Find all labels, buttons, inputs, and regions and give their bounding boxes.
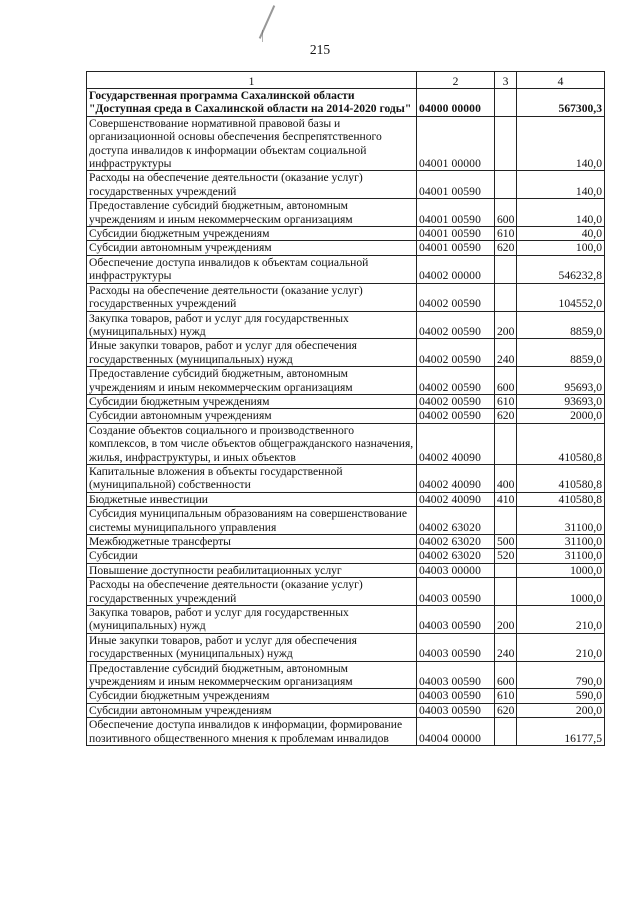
row-sum-cell: 200,0 bbox=[517, 703, 605, 717]
table-row bbox=[87, 507, 605, 535]
row-code-cell: 04002 40090 bbox=[417, 492, 495, 506]
row-name-cell: Субсидии бюджетным учреждениям bbox=[87, 227, 417, 241]
row-name-cell: Предоставление субсидий бюджетным, автономным учреждениям и иным некоммерческим организациям bbox=[87, 367, 417, 395]
row-expense-type-cell bbox=[495, 89, 517, 117]
table-row bbox=[87, 578, 605, 606]
row-expense-type-cell: 500 bbox=[495, 535, 517, 549]
row-sum-cell: 31100,0 bbox=[517, 507, 605, 535]
row-expense-type-cell: 200 bbox=[495, 606, 517, 634]
table-row bbox=[87, 718, 605, 746]
row-code-cell: 04000 00000 bbox=[417, 89, 495, 117]
row-name-cell: Предоставление субсидий бюджетным, автономным учреждениям и иным некоммерческим организациям bbox=[87, 661, 417, 689]
row-sum-cell: 8859,0 bbox=[517, 339, 605, 367]
row-name-cell: Межбюджетные трансферты bbox=[87, 535, 417, 549]
row-name-cell: Закупка товаров, работ и услуг для государственных (муниципальных) нужд bbox=[87, 606, 417, 634]
row-name-cell: Предоставление субсидий бюджетным, автономным учреждениям и иным некоммерческим организациям bbox=[87, 199, 417, 227]
row-sum-cell: 93693,0 bbox=[517, 394, 605, 408]
row-expense-type-cell bbox=[495, 578, 517, 606]
row-code-cell: 04002 00000 bbox=[417, 255, 495, 283]
scan-artifact-line bbox=[262, 30, 263, 42]
row-code-cell: 04002 63020 bbox=[417, 507, 495, 535]
row-sum-cell: 410580,8 bbox=[517, 423, 605, 464]
row-expense-type-cell: 610 bbox=[495, 394, 517, 408]
row-code-cell: 04002 40090 bbox=[417, 423, 495, 464]
budget-table bbox=[86, 71, 605, 746]
row-code-cell: 04003 00590 bbox=[417, 703, 495, 717]
table-row bbox=[87, 227, 605, 241]
row-sum-cell: 546232,8 bbox=[517, 255, 605, 283]
row-code-cell: 04001 00000 bbox=[417, 116, 495, 171]
table-row bbox=[87, 423, 605, 464]
row-sum-cell: 104552,0 bbox=[517, 283, 605, 311]
table-row bbox=[87, 199, 605, 227]
row-code-cell: 04003 00590 bbox=[417, 606, 495, 634]
row-sum-cell: 410580,8 bbox=[517, 492, 605, 506]
row-sum-cell: 31100,0 bbox=[517, 549, 605, 563]
row-sum-cell: 410580,8 bbox=[517, 464, 605, 492]
row-expense-type-cell: 600 bbox=[495, 367, 517, 395]
table-row bbox=[87, 661, 605, 689]
row-code-cell: 04001 00590 bbox=[417, 171, 495, 199]
row-name-cell: Совершенствование нормативной правовой базы и организационной основы обеспечения беспрепятственного доступа инвалидов к информации объектам социальной инфраструктуры bbox=[87, 116, 417, 171]
row-expense-type-cell: 400 bbox=[495, 464, 517, 492]
row-expense-type-cell: 240 bbox=[495, 633, 517, 661]
row-sum-cell: 210,0 bbox=[517, 633, 605, 661]
row-sum-cell: 140,0 bbox=[517, 171, 605, 199]
table-row bbox=[87, 549, 605, 563]
table-row bbox=[87, 116, 605, 171]
table-header-row bbox=[87, 72, 605, 89]
row-sum-cell: 790,0 bbox=[517, 661, 605, 689]
row-name-cell: Субсидии бюджетным учреждениям bbox=[87, 394, 417, 408]
table-row bbox=[87, 367, 605, 395]
row-name-cell: Иные закупки товаров, работ и услуг для обеспечения государственных (муниципальных) нужд bbox=[87, 339, 417, 367]
row-sum-cell: 16177,5 bbox=[517, 718, 605, 746]
row-expense-type-cell: 620 bbox=[495, 409, 517, 423]
table-row bbox=[87, 283, 605, 311]
row-code-cell: 04003 00590 bbox=[417, 689, 495, 703]
row-name-cell: Расходы на обеспечение деятельности (оказание услуг) государственных учреждений bbox=[87, 171, 417, 199]
row-code-cell: 04002 00590 bbox=[417, 283, 495, 311]
row-code-cell: 04002 00590 bbox=[417, 394, 495, 408]
row-expense-type-cell: 610 bbox=[495, 227, 517, 241]
row-name-cell: Субсидии автономным учреждениям bbox=[87, 409, 417, 423]
row-sum-cell: 8859,0 bbox=[517, 311, 605, 339]
row-expense-type-cell: 620 bbox=[495, 703, 517, 717]
row-expense-type-cell: 600 bbox=[495, 661, 517, 689]
row-code-cell: 04001 00590 bbox=[417, 199, 495, 227]
row-name-cell: Субсидии bbox=[87, 549, 417, 563]
row-sum-cell: 140,0 bbox=[517, 199, 605, 227]
row-code-cell: 04003 00590 bbox=[417, 661, 495, 689]
row-code-cell: 04004 00000 bbox=[417, 718, 495, 746]
row-sum-cell: 590,0 bbox=[517, 689, 605, 703]
row-expense-type-cell: 610 bbox=[495, 689, 517, 703]
row-sum-cell: 1000,0 bbox=[517, 563, 605, 577]
row-expense-type-cell: 620 bbox=[495, 241, 517, 255]
row-sum-cell: 40,0 bbox=[517, 227, 605, 241]
table-row bbox=[87, 703, 605, 717]
row-code-cell: 04002 63020 bbox=[417, 549, 495, 563]
header-col-2: 2 bbox=[417, 72, 495, 89]
table-row bbox=[87, 255, 605, 283]
table-row bbox=[87, 492, 605, 506]
row-sum-cell: 95693,0 bbox=[517, 367, 605, 395]
row-expense-type-cell: 410 bbox=[495, 492, 517, 506]
row-expense-type-cell bbox=[495, 283, 517, 311]
row-name-cell: Иные закупки товаров, работ и услуг для обеспечения государственных (муниципальных) нужд bbox=[87, 633, 417, 661]
row-code-cell: 04002 00590 bbox=[417, 409, 495, 423]
table-row bbox=[87, 689, 605, 703]
table-row bbox=[87, 606, 605, 634]
row-expense-type-cell bbox=[495, 563, 517, 577]
row-sum-cell: 1000,0 bbox=[517, 578, 605, 606]
table-row bbox=[87, 535, 605, 549]
row-sum-cell: 31100,0 bbox=[517, 535, 605, 549]
row-sum-cell: 100,0 bbox=[517, 241, 605, 255]
row-code-cell: 04003 00000 bbox=[417, 563, 495, 577]
row-code-cell: 04002 63020 bbox=[417, 535, 495, 549]
table-row bbox=[87, 409, 605, 423]
row-expense-type-cell bbox=[495, 718, 517, 746]
table-row bbox=[87, 563, 605, 577]
table-row bbox=[87, 89, 605, 117]
header-col-3: 3 bbox=[495, 72, 517, 89]
row-sum-cell: 2000,0 bbox=[517, 409, 605, 423]
row-expense-type-cell: 520 bbox=[495, 549, 517, 563]
row-expense-type-cell bbox=[495, 255, 517, 283]
table-row bbox=[87, 633, 605, 661]
table-row bbox=[87, 171, 605, 199]
row-code-cell: 04003 00590 bbox=[417, 578, 495, 606]
row-name-cell: Расходы на обеспечение деятельности (оказание услуг) государственных учреждений bbox=[87, 283, 417, 311]
header-col-4: 4 bbox=[517, 72, 605, 89]
row-sum-cell: 210,0 bbox=[517, 606, 605, 634]
row-sum-cell: 567300,3 bbox=[517, 89, 605, 117]
row-code-cell: 04002 00590 bbox=[417, 367, 495, 395]
row-name-cell: Обеспечение доступа инвалидов к информации, формирование позитивного общественного мнения к проблемам инвалидов bbox=[87, 718, 417, 746]
row-expense-type-cell: 240 bbox=[495, 339, 517, 367]
row-code-cell: 04003 00590 bbox=[417, 633, 495, 661]
row-expense-type-cell: 200 bbox=[495, 311, 517, 339]
row-name-cell: Субсидия муниципальным образованиям на совершенствование системы муниципального управления bbox=[87, 507, 417, 535]
row-name-cell: Капитальные вложения в объекты государственной (муниципальной) собственности bbox=[87, 464, 417, 492]
row-code-cell: 04002 00590 bbox=[417, 339, 495, 367]
row-name-cell: Субсидии бюджетным учреждениям bbox=[87, 689, 417, 703]
row-name-cell: Субсидии автономным учреждениям bbox=[87, 241, 417, 255]
row-expense-type-cell bbox=[495, 116, 517, 171]
row-name-cell: Бюджетные инвестиции bbox=[87, 492, 417, 506]
row-code-cell: 04001 00590 bbox=[417, 241, 495, 255]
table-row bbox=[87, 311, 605, 339]
row-name-cell: Закупка товаров, работ и услуг для государственных (муниципальных) нужд bbox=[87, 311, 417, 339]
table-row bbox=[87, 339, 605, 367]
row-code-cell: 04002 00590 bbox=[417, 311, 495, 339]
row-expense-type-cell bbox=[495, 507, 517, 535]
row-sum-cell: 140,0 bbox=[517, 116, 605, 171]
header-col-1: 1 bbox=[87, 72, 417, 89]
row-name-cell: Субсидии автономным учреждениям bbox=[87, 703, 417, 717]
table-row bbox=[87, 241, 605, 255]
table-row bbox=[87, 464, 605, 492]
row-code-cell: 04002 40090 bbox=[417, 464, 495, 492]
row-name-cell: Обеспечение доступа инвалидов к объектам социальной инфраструктуры bbox=[87, 255, 417, 283]
row-expense-type-cell: 600 bbox=[495, 199, 517, 227]
row-code-cell: 04001 00590 bbox=[417, 227, 495, 241]
row-name-cell: Расходы на обеспечение деятельности (оказание услуг) государственных учреждений bbox=[87, 578, 417, 606]
row-name-cell: Государственная программа Сахалинской области "Доступная среда в Сахалинской области на 2014-2020 годы" bbox=[87, 89, 417, 117]
row-expense-type-cell bbox=[495, 171, 517, 199]
table-row bbox=[87, 394, 605, 408]
table-body bbox=[87, 89, 605, 746]
row-name-cell: Повышение доступности реабилитационных услуг bbox=[87, 563, 417, 577]
row-expense-type-cell bbox=[495, 423, 517, 464]
row-name-cell: Создание объектов социального и производственного комплексов, в том числе объектов общегражданского назначения, жилья, инфраструктуры, и иных объектов bbox=[87, 423, 417, 464]
page-number: 215 bbox=[309, 42, 331, 57]
